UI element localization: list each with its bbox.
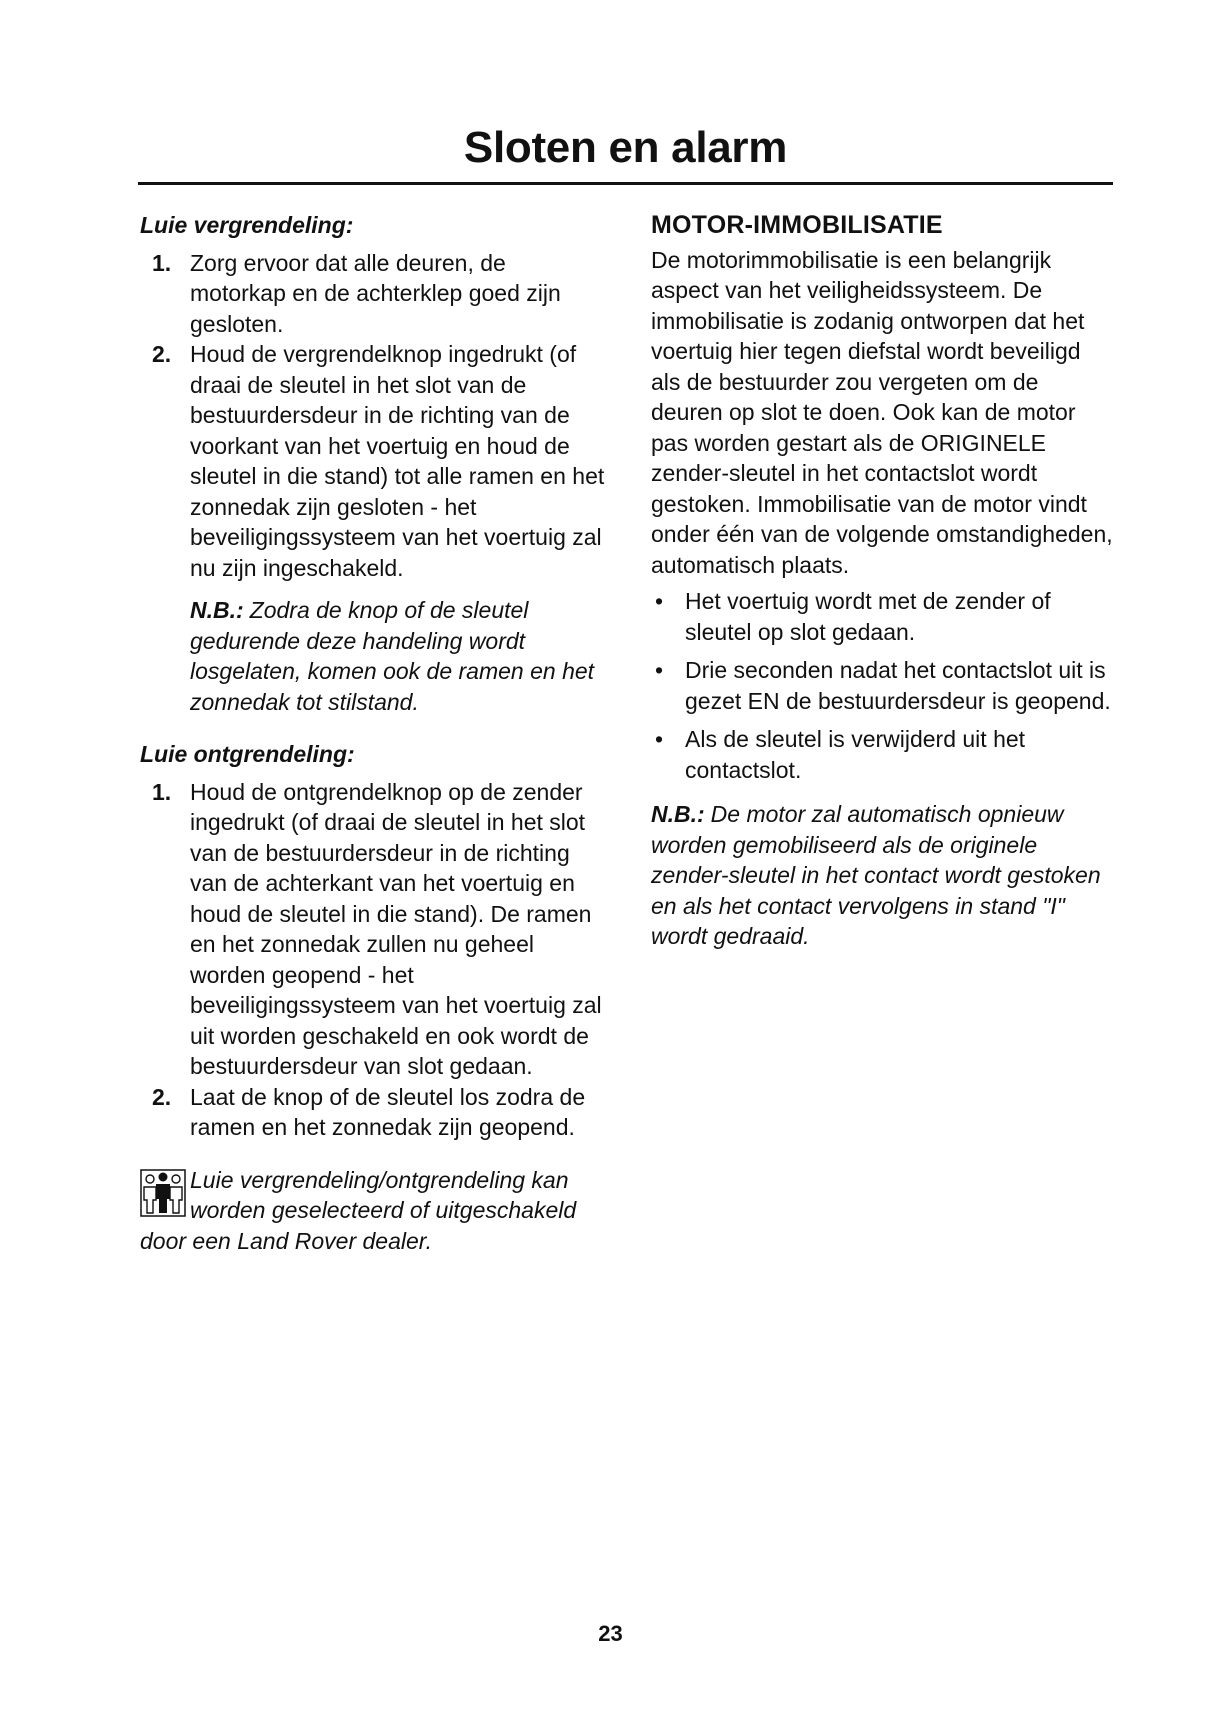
- list-item: [651, 586, 1113, 647]
- immobiliser-intro: De motorimmobilisatie is een belangrijk aspect van het veiligheidssysteem. De immobilisatie is zodanig ontworpen dat het voertuig hier tegen diefstal wordt beveiligd als de bestuurder zou vergeten om de deuren op slot te doen. Ook kan de motor pas worden gestart als de ORIGINELE zender-sleutel in het contactslot wordt gestoken. Immobilisatie van de motor vindt onder één van de volgende omstandigheden, automatisch plaats.: [651, 246, 1113, 578]
- lazy-lock-note: [140, 595, 608, 717]
- list-item: [651, 655, 1113, 716]
- step-number: 1.: [152, 249, 172, 276]
- list-item: [140, 339, 608, 583]
- people-icon: [140, 1169, 186, 1217]
- bullet-icon: •: [655, 588, 664, 614]
- note-text: De motor zal automatisch opnieuw worden gemobiliseerd als de originele zender-sleutel in het contact wordt gestoken en als het contact vervolgens in stand "I" wordt gedraaid.: [651, 801, 1101, 949]
- note-text: Zodra de knop of de sleutel gedurende deze handeling wordt losgelaten, komen ook de ramen en het zonnedak tot stilstand.: [190, 597, 595, 715]
- bullet-text: Drie seconden nadat het contactslot uit is gezet EN de bestuurdersdeur is geopend.: [685, 657, 1111, 714]
- page-number: 23: [598, 1621, 623, 1646]
- step-number: 2.: [152, 341, 172, 367]
- step-number: 1.: [152, 778, 172, 805]
- list-item: [140, 1082, 608, 1143]
- step-number: 2.: [152, 1083, 172, 1110]
- left-column: [140, 210, 608, 1256]
- step-text: Laat de knop of de sleutel los zodra de ramen en het zonnedak zijn geopend.: [190, 1083, 586, 1140]
- list-item: [140, 777, 608, 1082]
- page-title: Sloten en alarm: [463, 123, 788, 172]
- bullet-text: Het voertuig wordt met de zender of sleutel op slot gedaan.: [685, 588, 1051, 645]
- bullet-icon: •: [655, 726, 664, 752]
- lazy-lock-steps: [140, 248, 608, 584]
- immobiliser-heading: MOTOR-IMMOBILISATIE: [651, 211, 943, 239]
- immobiliser-note: [651, 799, 1113, 952]
- title-rule: [138, 182, 1113, 185]
- step-text: Houd de ontgrendelknop op de zender ingedrukt (of draai de sleutel in het slot van de bestuurdersdeur in de richting van de achterkant van het voertuig en houd de sleutel in die stand). De ramen en het zonnedak zullen nu geheel worden geopend - het beveiligingssysteem van het voertuig zal uit worden geschakeld en ook wordt de bestuurdersdeur van slot gedaan.: [190, 778, 602, 1079]
- step-text: Houd de vergrendelknop ingedrukt (of draai de sleutel in het slot van de bestuurdersdeur in de richting van de voorkant van het voertuig en houd de sleutel in die stand) tot alle ramen en het zonnedak zijn gesloten - het beveiligingssysteem van het voertuig zal nu zijn ingeschakeld.: [190, 341, 605, 581]
- lazy-unlock-steps: [140, 777, 608, 1143]
- dealer-note-text: Luie vergrendeling/ontgrendeling kan worden geselecteerd of uitgeschakeld door een Land Rover dealer.: [140, 1166, 577, 1254]
- note-label: N.B.:: [651, 801, 705, 827]
- lazy-lock-heading: Luie vergrendeling:: [140, 212, 354, 238]
- list-item: [651, 724, 1113, 785]
- list-item: [140, 248, 608, 340]
- immobiliser-conditions: [651, 586, 1113, 785]
- note-label: N.B.:: [190, 597, 244, 623]
- dealer-note: [140, 1165, 608, 1257]
- right-column: [651, 210, 1113, 952]
- lazy-unlock-heading: Luie ontgrendeling:: [140, 741, 355, 767]
- step-text: Zorg ervoor dat alle deuren, de motorkap en de achterklep goed zijn gesloten.: [190, 249, 561, 337]
- bullet-icon: •: [655, 657, 664, 683]
- bullet-text: Als de sleutel is verwijderd uit het contactslot.: [685, 726, 1026, 783]
